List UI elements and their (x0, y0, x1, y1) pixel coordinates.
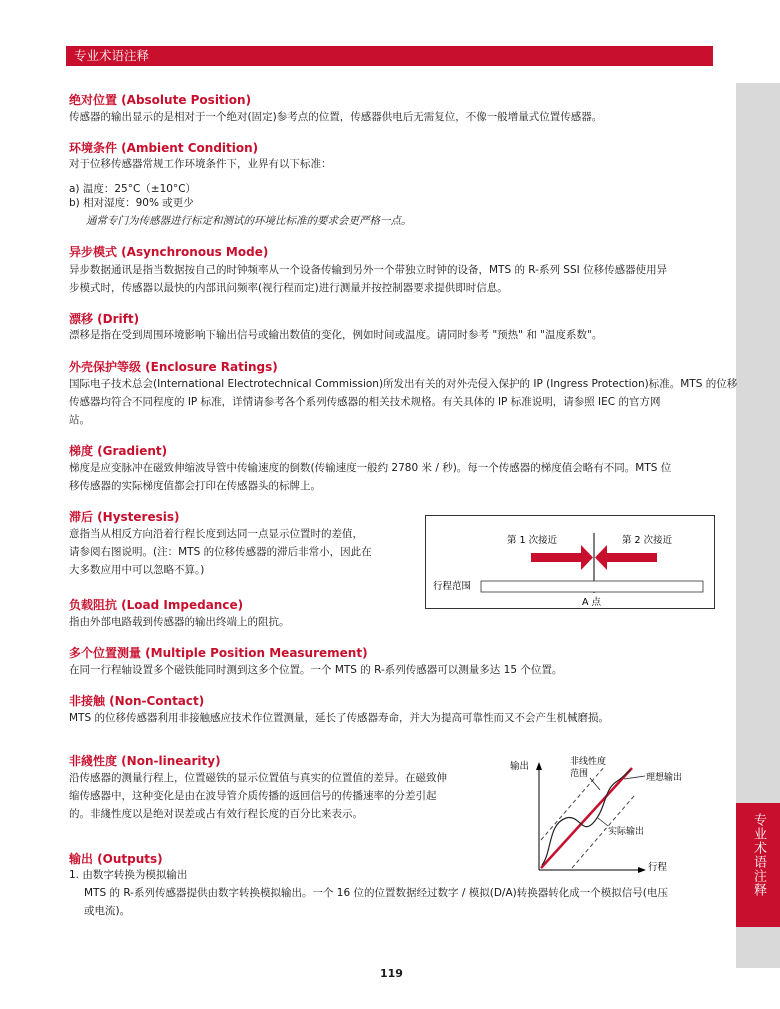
term-title-gradient: 梯度 (Gradient) (69, 444, 168, 458)
first-approach-arrow-shaft (531, 553, 581, 562)
stroke-range-label: 行程范围 (433, 581, 472, 592)
non-linearity-range-label-1: 非线性度 (570, 757, 607, 767)
term-body-multiple-position: 在同一行程轴设置多个磁铁能同时测到这多个位置。一个 MTS 的 R-系列传感器可以测量多达 15 个位置。 (69, 664, 563, 676)
term-body-non-linearity-line2: 缩传感器中，这种变化是由在波导管介质传播的返回信号的传播速率的分差引起 (69, 790, 437, 802)
term-body-gradient-line1: 梯度是应变脉冲在磁致伸缩波导管中传输速度的倒数(传输速度一般约 2780 米 / 秒)。每一个传感器的梯度值会略有不同。MTS 位 (69, 462, 672, 474)
chart-y-axis-arrow-icon (536, 762, 542, 770)
non-linearity-range-leader (590, 778, 600, 790)
term-body-load-impedance: 指由外部电路载到传感器的输出终端上的阻抗。 (69, 616, 290, 628)
chart-x-axis-arrow-icon (638, 867, 646, 873)
term-body-gradient-line2: 移传感器的实际梯度值都会打印在传感器头的标牌上。 (69, 480, 321, 492)
ideal-output-leader (624, 776, 645, 779)
term-title-multiple-position: 多个位置测量 (Multiple Position Measurement) (69, 646, 368, 660)
term-title-non-linearity: 非綫性度 (Non-linearity) (69, 754, 221, 768)
term-body-outputs-line1: MTS 的 R-系列传感器提供由数字转换模拟输出。一个 16 位的位置数据经过数字 / 模拟(D/A)转换器转化成一个模拟信号(电压 (84, 887, 668, 899)
ideal-output-line (541, 768, 632, 868)
term-body-hysteresis-line1: 意指当从相反方向沿着行程长度到达同一点显示位置时的差值， (69, 528, 363, 540)
point-a-label: A 点 (582, 597, 602, 608)
ambient-item-humidity: b) 相对湿度：90% 或更少 (69, 197, 194, 209)
term-title-absolute-position: 绝对位置 (Absolute Position) (69, 93, 252, 107)
actual-output-label: 实际输出 (608, 827, 645, 837)
term-title-asynchronous-mode: 异步模式 (Asynchronous Mode) (69, 245, 269, 259)
term-body-non-linearity-line1: 沿传感器的测量行程上，位置磁铁的显示位置值与真实的位置值的差异。在磁致伸 (69, 772, 447, 784)
term-body-drift: 漂移是指在受到周围环境影响下输出信号或输出数值的变化，例如时间或温度。请同时参考 "预热" 和 "温度系数"。 (69, 329, 603, 341)
non-linearity-chart (508, 752, 718, 876)
term-body-asynchronous-mode-line2: 步模式时，传感器以最快的内部讯问频率(视行程而定)进行测量并按控制器要求提供即时信息。 (69, 282, 508, 294)
term-body-hysteresis-line2: 请参阅右图说明。(注：MTS 的位移传感器的滞后非常小，因此在 (69, 546, 372, 558)
term-title-enclosure-ratings: 外壳保护等级 (Enclosure Ratings) (69, 360, 278, 374)
ambient-note: 通常专门为传感器进行标定和测试的环境比标准的要求会更严格一点。 (86, 215, 412, 227)
term-body-enclosure-ratings-line2: 传感器均符合不同程度的 IP 标准，详情请参考各个系列传感器的相关技术规格。有关具体的 IP 标准说明，请参照 IEC 的官方网 (69, 396, 661, 408)
term-title-drift: 漂移 (Drift) (69, 312, 140, 326)
actual-output-leader (598, 818, 608, 826)
outputs-item-1: 1. 由数字转换为模拟输出 (69, 869, 188, 881)
section-header-bar (66, 46, 713, 66)
first-approach-label: 第 1 次接近 (507, 535, 558, 546)
second-approach-label: 第 2 次接近 (622, 535, 673, 546)
page-number: 119 (380, 967, 403, 980)
term-title-load-impedance: 负载阻抗 (Load Impedance) (69, 598, 244, 612)
term-body-enclosure-ratings-line3: 站。 (69, 414, 90, 426)
term-body-non-linearity-line3: 的。非綫性度以是绝对误差或占有效行程长度的百分比来表示。 (69, 808, 363, 820)
term-title-non-contact: 非接触 (Non-Contact) (69, 694, 205, 708)
hysteresis-diagram (425, 515, 715, 609)
side-chapter-tab-label: 专业术语注释 (751, 813, 766, 897)
term-body-enclosure-ratings-line1: 国际电子技术总会(International Electrotechnical Commission)所发出有关的对外壳侵入保护的 IP (Ingress Protection)标准。MTS 的位移 (69, 378, 738, 390)
term-title-hysteresis: 滞后 (Hysteresis) (69, 510, 180, 524)
ideal-output-label: 理想输出 (646, 773, 683, 783)
term-body-hysteresis-line3: 大多数应用中可以忽略不算。) (69, 564, 205, 576)
chart-x-axis-label: 行程 (648, 862, 668, 873)
non-linearity-range-label-2: 范围 (570, 769, 589, 779)
second-approach-arrow-shaft (607, 553, 657, 562)
term-body-asynchronous-mode-line1: 异步数据通讯是指当数据按自己的时钟频率从一个设备传输到另外一个带独立时钟的设备，MTS 的 R-系列 SSI 位移传感器使用异 (69, 264, 668, 276)
term-title-outputs: 输出 (Outputs) (69, 852, 163, 866)
term-title-ambient-condition: 环境条件 (Ambient Condition) (69, 141, 259, 155)
chart-y-axis-label: 输出 (510, 761, 530, 772)
section-header-title: 专业术语注释 (74, 48, 150, 63)
side-chapter-tab (736, 803, 780, 927)
ambient-item-temperature: a) 温度：25°C（±10°C） (69, 183, 197, 195)
term-body-non-contact: MTS 的位移传感器利用非接触感应技术作位置测量，延长了传感器寿命，并大为提高可靠性而又不会产生机械磨损。 (69, 712, 609, 724)
term-body-ambient-condition: 对于位移传感器常规工作环境条件下，业界有以下标准： (69, 158, 332, 170)
term-body-absolute-position: 传感器的输出显示的是相对于一个绝对(固定)参考点的位置，传感器供电后无需复位，不像一般增量式位置传感器。 (69, 111, 603, 123)
stroke-range-bar (481, 581, 703, 592)
term-body-outputs-line2: 或电流)。 (84, 905, 131, 917)
